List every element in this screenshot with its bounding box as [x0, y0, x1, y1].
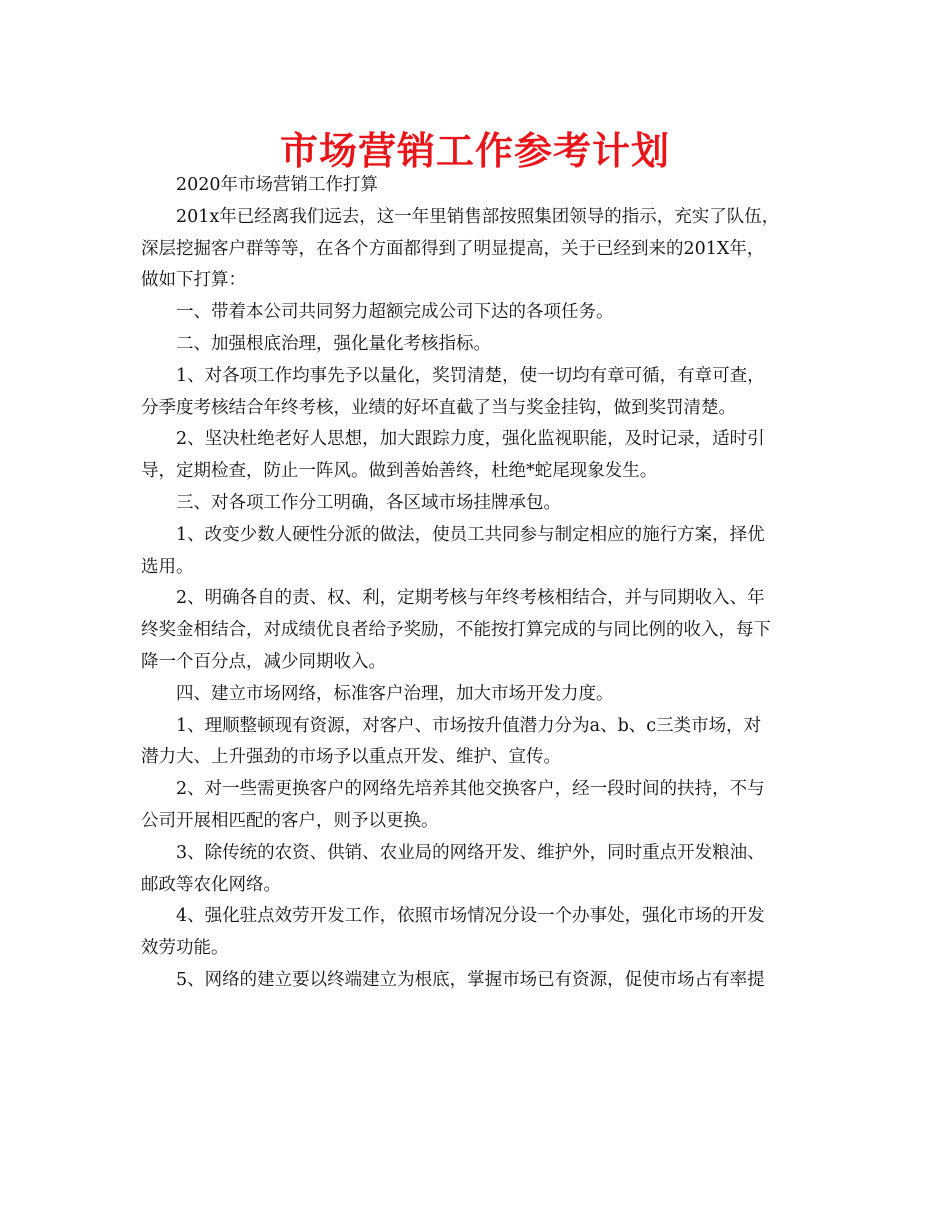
text-line: 邮政等农化网络。 [141, 874, 281, 895]
text-line: 导，定期检查，防止一阵风。做到善始善终，杜绝*蛇尾现象发生。 [141, 461, 658, 482]
text-line: 1、对各项工作均事先予以量化，奖罚清楚，使一切均有章可循，有章可查， [176, 365, 765, 386]
paragraph [141, 711, 813, 775]
paragraph [141, 170, 813, 202]
paragraph [141, 297, 813, 329]
text-line: 2、对一些需更换客户的网络先培养其他交换客户，经一段时间的扶持，不与 [176, 779, 765, 800]
text-line: 终奖金相结合，对成绩优良者给予奖励，不能按打算完成的与同比例的收入，每下 [141, 620, 771, 641]
paragraph [141, 583, 813, 678]
paragraph [141, 774, 813, 838]
text-line: 2、坚决杜绝老好人思想，加大跟踪力度，强化监视职能，及时记录，适时引 [176, 429, 765, 450]
text-line: 效劳功能。 [141, 938, 229, 959]
paragraph [141, 424, 813, 488]
text-line: 潜力大、上升强劲的市场予以重点开发、维护、宣传。 [141, 747, 561, 768]
text-line: 深层挖掘客户群等等，在各个方面都得到了明显提高，关于已经到来的201X年， [141, 238, 765, 259]
text-line: 降一个百分点，减少同期收入。 [141, 651, 386, 672]
paragraph [141, 965, 813, 997]
paragraph [141, 329, 813, 361]
paragraph [141, 361, 813, 425]
text-line: 3、除传统的农资、供销、农业局的网络开发、维护外，同时重点开发粮油、 [176, 842, 765, 863]
text-line: 2020年市场营销工作打算 [176, 175, 379, 195]
text-line: 4、强化驻点效劳开发工作，依照市场情况分设一个办事处，强化市场的开发 [176, 906, 765, 927]
text-line: 1、改变少数人硬性分派的做法，使员工共同参与制定相应的施行方案，择优 [176, 524, 765, 545]
paragraph [141, 838, 813, 902]
text-line: 2、明确各自的责、权、利，定期考核与年终考核相结合，并与同期收入、年 [176, 588, 765, 609]
document-body [141, 170, 813, 997]
text-line: 做如下打算： [141, 270, 246, 291]
text-line: 201x年已经离我们远去，这一年里销售部按照集团领导的指示，充实了队伍， [176, 206, 780, 227]
paragraph [141, 520, 813, 584]
text-line: 5、网络的建立要以终端建立为根底，掌握市场已有资源，促使市场占有率提 [176, 969, 765, 990]
paragraph [141, 488, 813, 520]
text-line: 1、理顺整顿现有资源，对客户、市场按升值潜力分为a、b、c三类市场，对 [176, 715, 762, 736]
text-line: 公司开展相匹配的客户，则予以更换。 [141, 810, 439, 831]
text-line: 二、加强根底治理，强化量化考核指标。 [176, 333, 491, 354]
text-line: 分季度考核结合年终考核，业绩的好坏直截了当与奖金挂钩，做到奖罚清楚。 [141, 397, 736, 418]
text-line: 一、带着本公司共同努力超额完成公司下达的各项任务。 [176, 302, 614, 323]
paragraph [141, 202, 813, 297]
text-line: 选用。 [141, 556, 194, 577]
text-line: 四、建立市场网络，标准客户治理，加大市场开发力度。 [176, 683, 614, 704]
document-title: 市场营销工作参考计划 [279, 129, 670, 173]
paragraph [141, 679, 813, 711]
paragraph [141, 901, 813, 965]
text-line: 三、对各项工作分工明确，各区域市场挂牌承包。 [176, 492, 561, 513]
